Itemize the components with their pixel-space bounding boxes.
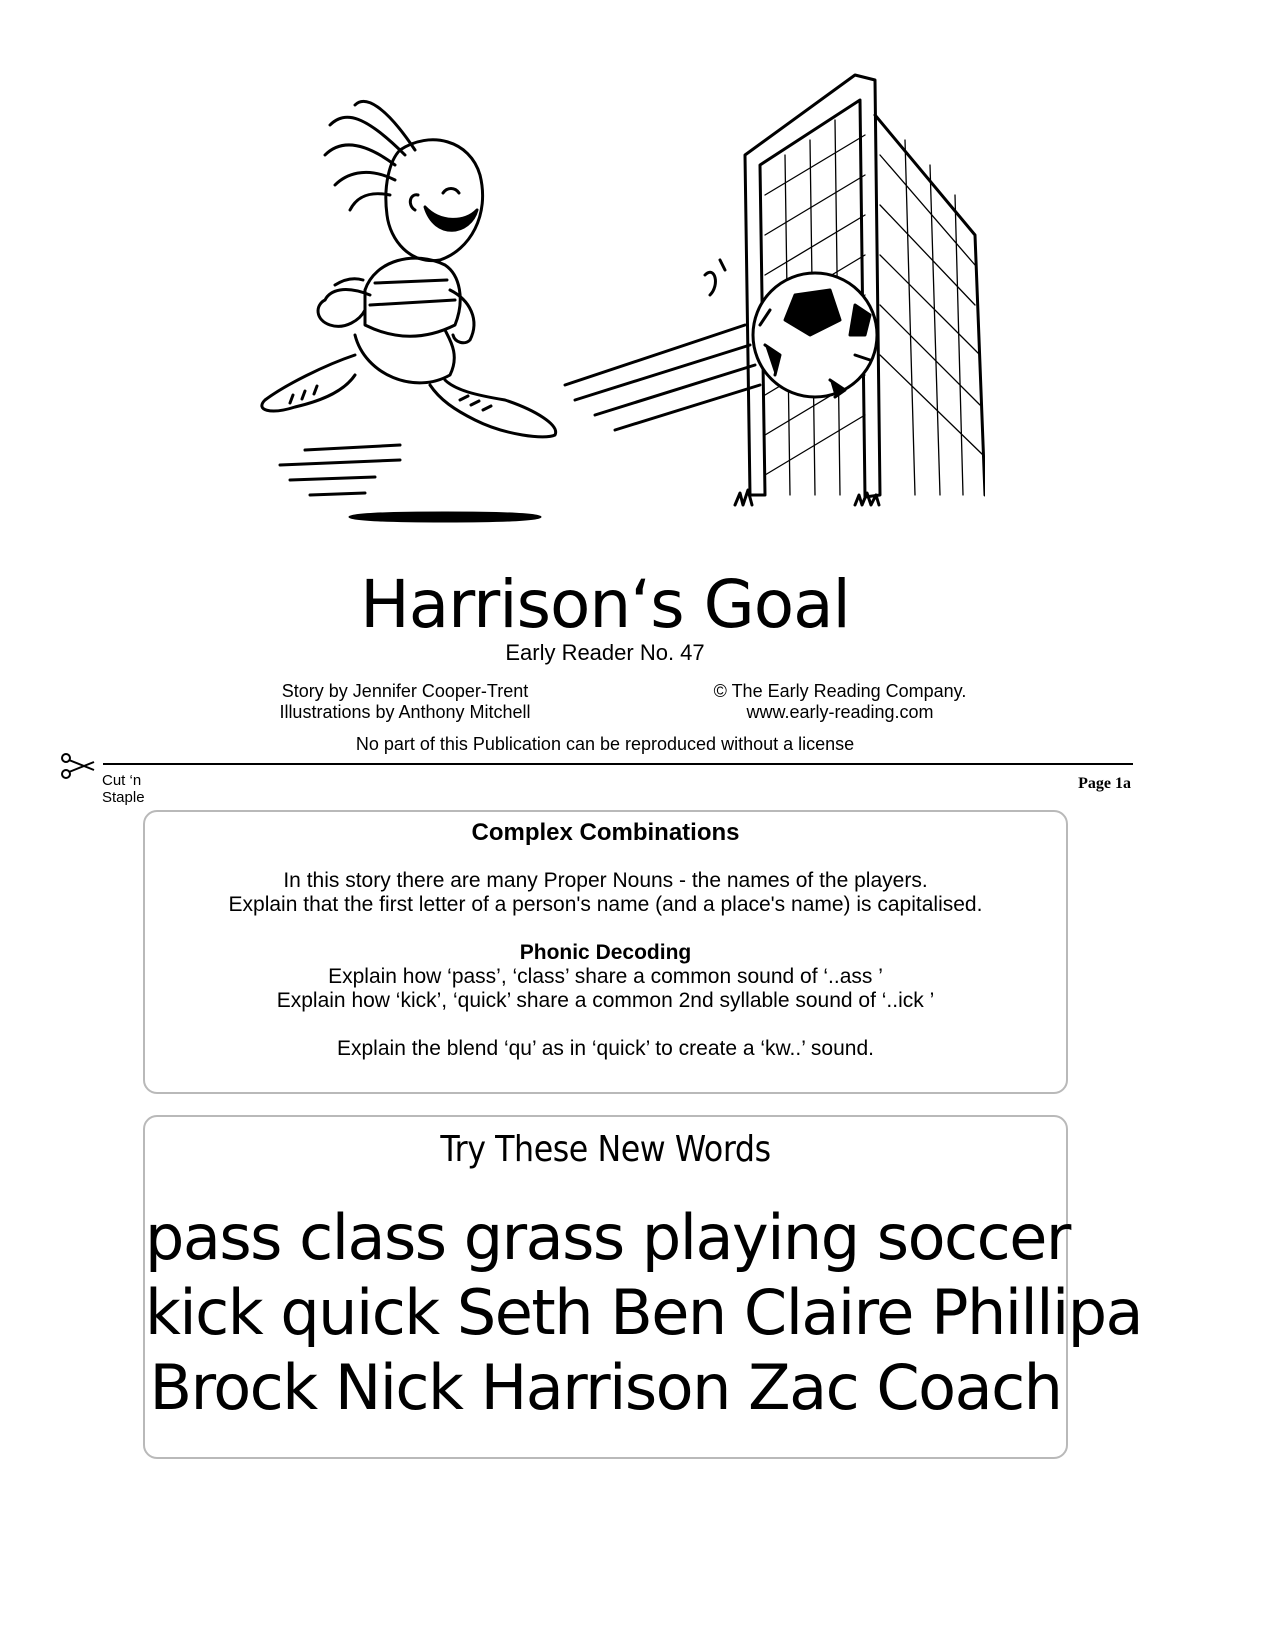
publisher-credits <box>680 681 1000 723</box>
soccer-illustration <box>215 55 985 550</box>
motion-lines <box>565 260 760 430</box>
license-notice: No part of this Publication can be reproduced without a license <box>355 734 855 754</box>
cut-label <box>102 772 145 806</box>
word-list <box>145 1200 1143 1425</box>
cut-label-line: Staple <box>102 789 145 806</box>
scissors-icon <box>58 752 98 782</box>
blend-line: Explain the blend ‘qu’ as in ‘quick’ to create a ‘kw..’ sound. <box>337 1037 874 1060</box>
boy-figure <box>262 101 556 495</box>
shadow <box>350 513 540 521</box>
phonic-line: Explain how ‘kick’, ‘quick’ share a common 2nd syllable sound of ‘..ick ’ <box>276 989 935 1012</box>
book-title: Harrison‘s Goal <box>360 566 850 643</box>
combinations-heading: Complex Combinations <box>471 819 740 846</box>
word-line: kick quick Seth Ben Claire Phillipa <box>145 1276 1143 1349</box>
copyright-notice: © The Early Reading Company. <box>713 681 967 701</box>
cut-label-line: Cut ‘n <box>102 772 142 789</box>
phonic-line: Explain how ‘pass’, ‘class’ share a common sound of ‘..ass ’ <box>328 965 883 988</box>
cut-line <box>103 763 1133 765</box>
new-words-heading: Try These New Words <box>440 1129 771 1170</box>
word-line: Brock Nick Harrison Zac Coach <box>149 1351 1062 1424</box>
soccer-ball-icon <box>753 273 877 397</box>
new-words-box <box>143 1115 1143 1459</box>
complex-combinations-box <box>143 810 1068 1094</box>
page-number: Page 1a <box>1078 775 1131 792</box>
illustration-credit: Illustrations by Anthony Mitchell <box>279 702 531 722</box>
book-subtitle: Early Reader No. 47 <box>505 640 705 665</box>
word-line: pass class grass playing soccer <box>145 1201 1070 1274</box>
combinations-line: In this story there are many Proper Nouns - the names of the players. <box>283 869 928 892</box>
author-credits <box>250 681 560 723</box>
story-credit: Story by Jennifer Cooper-Trent <box>281 681 529 701</box>
phonic-decoding-heading: Phonic Decoding <box>519 941 692 964</box>
website-link[interactable]: www.early-reading.com <box>746 702 934 722</box>
combinations-line: Explain that the first letter of a person's name (and a place's name) is capitalised. <box>228 893 983 916</box>
grass <box>735 490 879 505</box>
